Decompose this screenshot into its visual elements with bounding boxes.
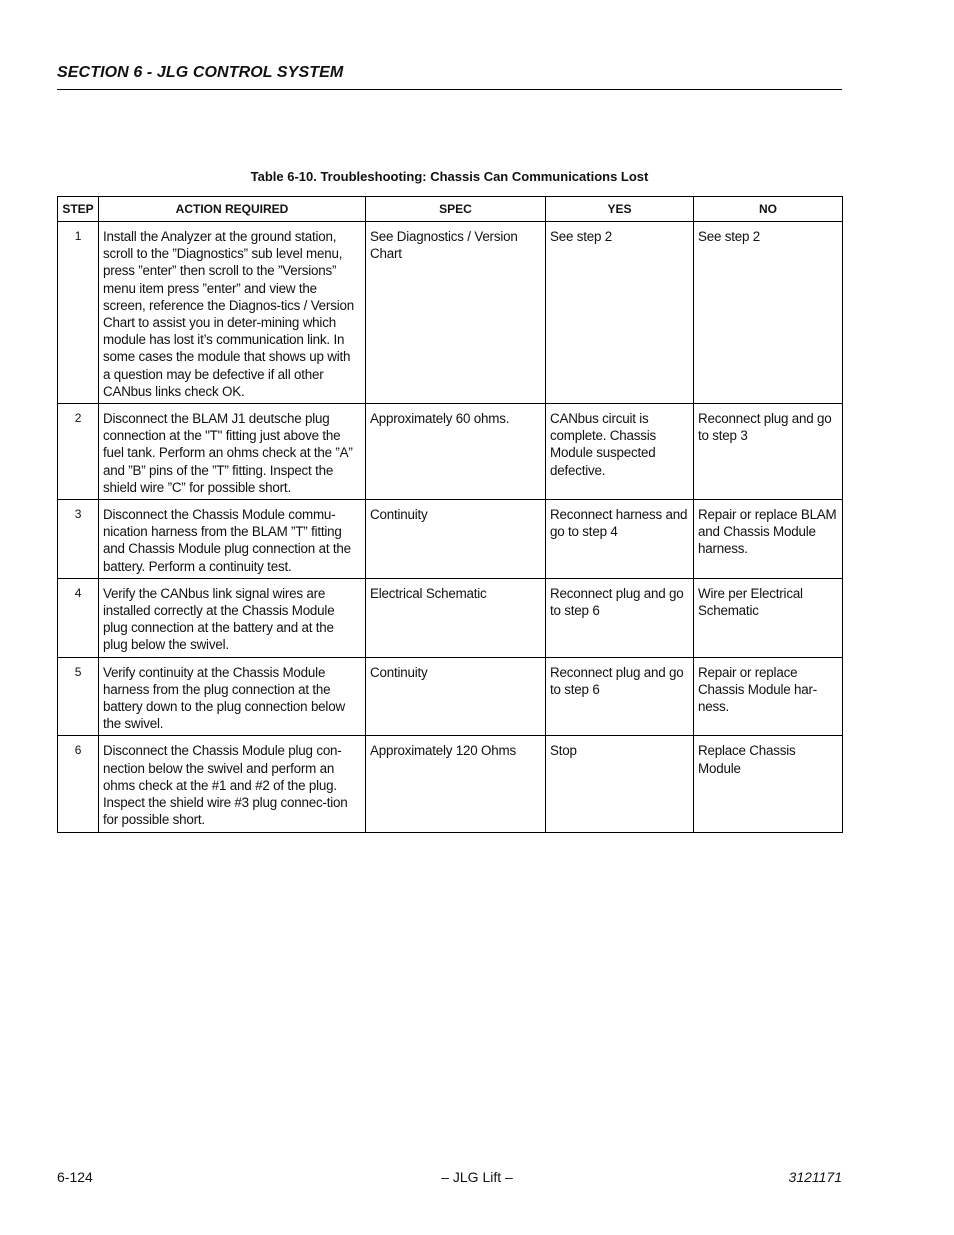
yes-cell: Stop xyxy=(546,736,694,832)
action-cell: Disconnect the BLAM J1 deutsche plug connection at the "T" fitting just above the fuel tank. Perform an ohms check at the ”A” and ”B” pins of the ”T” fitting. Inspect the shield wire ”C” for possible short. xyxy=(99,404,366,500)
action-cell: Verify the CANbus link signal wires are installed correctly at the Chassis Module plug connection at the battery and at the plug below the swivel. xyxy=(99,578,366,657)
yes-cell: Reconnect harness and go to step 4 xyxy=(546,500,694,579)
spec-cell: Continuity xyxy=(366,500,546,579)
column-header-spec: SPEC xyxy=(366,197,546,222)
troubleshooting-table xyxy=(57,196,843,833)
table-title: Table 6-10. Troubleshooting: Chassis Can Communications Lost xyxy=(250,169,649,184)
step-cell: 1 xyxy=(58,222,99,404)
step-cell: 3 xyxy=(58,500,99,579)
no-cell: Repair or replace Chassis Module har-ness. xyxy=(694,657,843,736)
no-cell: Reconnect plug and go to step 3 xyxy=(694,404,843,500)
yes-cell: Reconnect plug and go to step 6 xyxy=(546,578,694,657)
step-cell: 4 xyxy=(58,578,99,657)
table-row xyxy=(58,578,843,657)
action-cell: Install the Analyzer at the ground station, scroll to the ”Diagnostics” sub level menu, press ”enter” then scroll to the ”Versions” menu item press ”enter” and view the screen, reference the Diagnos-tics / Version Chart to assist you in deter-mining which module has lost it’s communication link. In some cases the module that shows up with a question may be defective if all other CANbus links check OK. xyxy=(99,222,366,404)
spec-cell: Electrical Schematic xyxy=(366,578,546,657)
spec-cell: See Diagnostics / Version Chart xyxy=(366,222,546,404)
table-row xyxy=(58,404,843,500)
step-cell: 6 xyxy=(58,736,99,832)
yes-cell: CANbus circuit is complete. Chassis Module suspected defective. xyxy=(546,404,694,500)
table-row xyxy=(58,222,843,404)
table-header-row xyxy=(58,197,843,222)
step-cell: 2 xyxy=(58,404,99,500)
table-row xyxy=(58,657,843,736)
yes-cell: Reconnect plug and go to step 6 xyxy=(546,657,694,736)
header-rule xyxy=(57,89,842,90)
no-cell: Wire per Electrical Schematic xyxy=(694,578,843,657)
action-cell: Disconnect the Chassis Module plug con-nection below the swivel and perform an ohms check at the #1 and #2 of the plug. Inspect the shield wire #3 plug connec-tion for possible short. xyxy=(99,736,366,832)
action-cell: Disconnect the Chassis Module commu-nication harness from the BLAM ”T” fitting and Chassis Module plug connection at the battery. Perform a continuity test. xyxy=(99,500,366,579)
footer-center-text: – JLG Lift – xyxy=(441,1169,513,1185)
table-row xyxy=(58,500,843,579)
action-cell: Verify continuity at the Chassis Module harness from the plug connection at the battery down to the plug connection below the swivel. xyxy=(99,657,366,736)
spec-cell: Approximately 60 ohms. xyxy=(366,404,546,500)
column-header-action: ACTION REQUIRED xyxy=(99,197,366,222)
spec-cell: Continuity xyxy=(366,657,546,736)
no-cell: See step 2 xyxy=(694,222,843,404)
step-cell: 5 xyxy=(58,657,99,736)
column-header-yes: YES xyxy=(546,197,694,222)
document-number: 3121171 xyxy=(788,1169,842,1185)
yes-cell: See step 2 xyxy=(546,222,694,404)
column-header-no: NO xyxy=(694,197,843,222)
section-title: SECTION 6 - JLG CONTROL SYSTEM xyxy=(57,64,344,81)
page-number: 6-124 xyxy=(57,1169,93,1185)
no-cell: Replace Chassis Module xyxy=(694,736,843,832)
column-header-step: STEP xyxy=(58,197,99,222)
no-cell: Repair or replace BLAM and Chassis Module harness. xyxy=(694,500,843,579)
table-row xyxy=(58,736,843,832)
spec-cell: Approximately 120 Ohms xyxy=(366,736,546,832)
